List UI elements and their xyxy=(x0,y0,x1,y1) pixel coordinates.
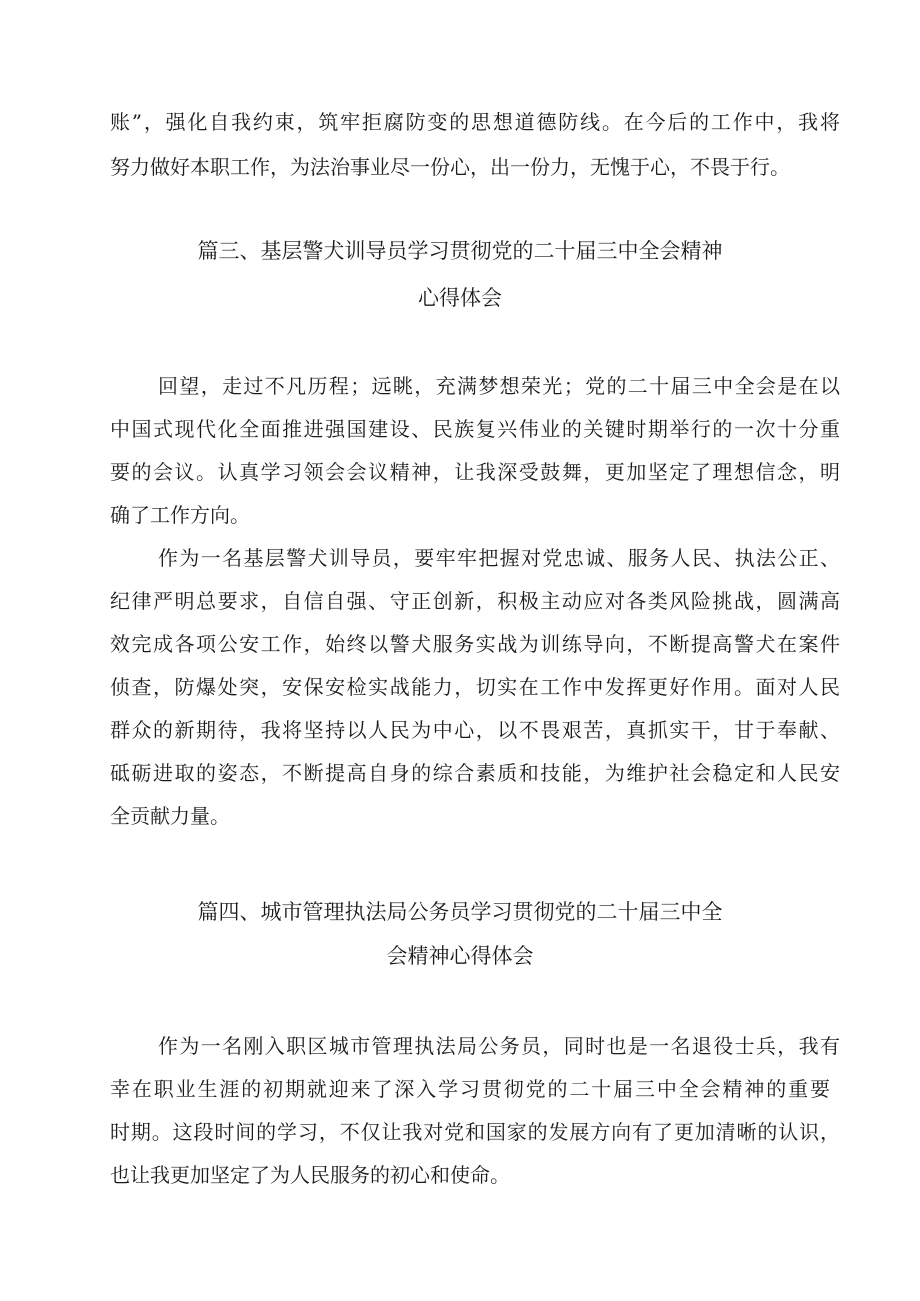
section-3-title-cont: 心得体会 xyxy=(418,286,502,310)
body-text-line: 群众的新期待，我将坚持以人民为中心，以不畏艰苦，真抓实干，甘于奉献、 xyxy=(110,718,840,742)
section-3-title: 篇三、基层警犬训导员学习贯彻党的二十届三中全会精神 xyxy=(197,239,723,263)
body-text-line: 作为一名刚入职区城市管理执法局公务员，同时也是一名退役士兵，我有 xyxy=(158,1034,840,1058)
body-text-line: 时期。这段时间的学习，不仅让我对党和国家的发展方向有了更加清晰的认识， xyxy=(110,1120,840,1144)
body-text-line: 纪律严明总要求，自信自强、守正创新，积极主动应对各类风险挑战，圆满高 xyxy=(110,589,840,613)
section-4-title: 篇四、城市管理执法局公务员学习贯彻党的二十届三中全 xyxy=(197,900,723,924)
body-text-line: 全贡献力量。 xyxy=(110,804,230,828)
body-text-line: 侦查，防爆处突，安保安检实战能力，切实在工作中发挥更好作用。面对人民 xyxy=(110,675,840,699)
body-text-line: 作为一名基层警犬训导员，要牢牢把握对党忠诚、服务人民、执法公正、 xyxy=(158,546,840,570)
section-4-title-cont: 会精神心得体会 xyxy=(386,944,534,968)
body-text-line: 确了工作方向。 xyxy=(110,503,250,527)
body-text-line: 效完成各项公安工作，始终以警犬服务实战为训练导向，不断提高警犬在案件 xyxy=(110,632,840,656)
body-text-line: 砥砺进取的姿态，不断提高自身的综合素质和技能，为维护社会稳定和人民安 xyxy=(110,761,840,785)
body-text-line: 努力做好本职工作，为法治事业尽一份心，出一份力，无愧于心，不畏于行。 xyxy=(110,155,790,179)
body-text-line: 账”，强化自我约束，筑牢拒腐防变的思想道德防线。在今后的工作中，我将 xyxy=(110,110,840,134)
body-text-line: 回望，走过不凡历程；远眺，充满梦想荣光；党的二十届三中全会是在以 xyxy=(158,374,840,398)
body-text-line: 也让我更加坚定了为人民服务的初心和使命。 xyxy=(110,1163,510,1187)
body-text-line: 要的会议。认真学习领会会议精神，让我深受鼓舞，更加坚定了理想信念，明 xyxy=(110,460,840,484)
body-text-line: 中国式现代化全面推进强国建设、民族复兴伟业的关键时期举行的一次十分重 xyxy=(110,417,840,441)
body-text-line: 幸在职业生涯的初期就迎来了深入学习贯彻党的二十届三中全会精神的重要 xyxy=(110,1077,830,1101)
